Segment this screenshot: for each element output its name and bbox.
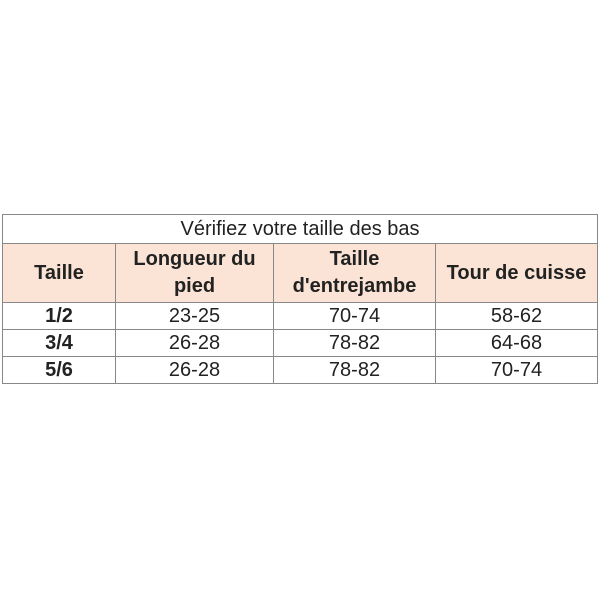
table-row: [3, 330, 598, 357]
foot-length-cell: 26-28: [116, 330, 274, 357]
size-cell: 5/6: [3, 357, 116, 384]
header-longueur-du-pied: Longueur du pied: [116, 244, 274, 303]
title-row: [3, 215, 598, 244]
inseam-cell: 78-82: [274, 357, 436, 384]
size-chart-table: [2, 214, 598, 384]
header-taille: Taille: [3, 244, 116, 303]
inseam-cell: 70-74: [274, 303, 436, 330]
foot-length-cell: 26-28: [116, 357, 274, 384]
inseam-cell: 78-82: [274, 330, 436, 357]
header-tour-de-cuisse: Tour de cuisse: [436, 244, 598, 303]
header-taille-entrejambe: Taille d'entrejambe: [274, 244, 436, 303]
table-row: [3, 303, 598, 330]
size-cell: 3/4: [3, 330, 116, 357]
thigh-cell: 64-68: [436, 330, 598, 357]
table-title: Vérifiez votre taille des bas: [3, 215, 598, 244]
header-row: [3, 244, 598, 303]
thigh-cell: 58-62: [436, 303, 598, 330]
table-row: [3, 357, 598, 384]
size-cell: 1/2: [3, 303, 116, 330]
foot-length-cell: 23-25: [116, 303, 274, 330]
thigh-cell: 70-74: [436, 357, 598, 384]
